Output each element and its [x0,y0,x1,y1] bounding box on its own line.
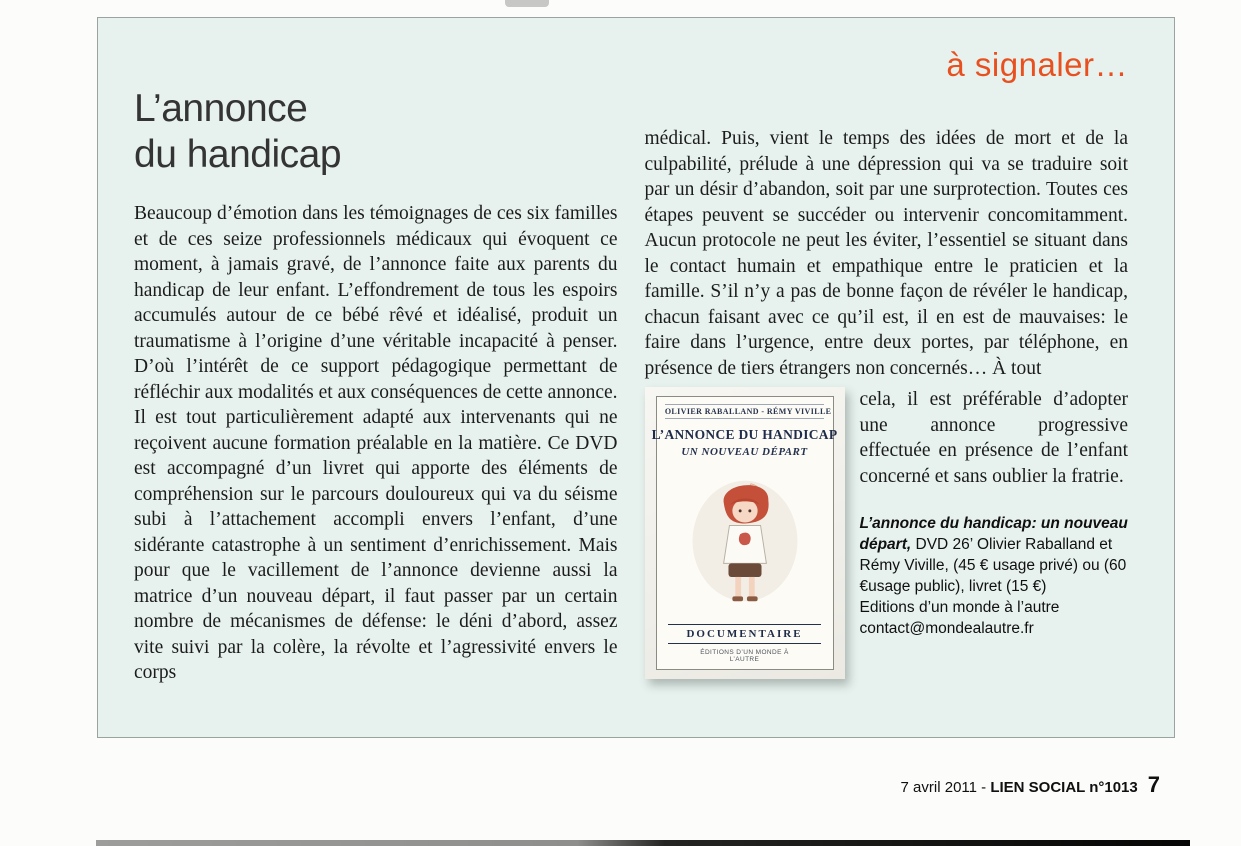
beside-image-column [860,387,1129,639]
dvd-cover [651,396,838,670]
left-column [134,84,618,686]
band-rule [665,418,824,419]
section-label: à signaler… [946,46,1128,83]
article-columns [134,84,1128,686]
dvd-cover-publisher: ÉDITIONS D’UN MONDE À L’AUTRE [700,649,789,663]
caption-title: L’annonce du handicap: un nouveau départ, [859,515,1128,553]
dvd-cover-subtitle: UN NOUVEAU DÉPART [681,446,808,458]
right-column [645,84,1129,679]
article-title-line1: L’annonce [134,87,308,130]
dvd-cover-genre-label: DOCUMENTAIRE [686,628,803,640]
caption-publisher: Editions d’un monde à l’autre [859,599,1060,616]
scan-artifact-top [505,0,549,7]
article-body-beside-image: cela, il est préférable d’adopter une annonce progressive effectuée en présence de l’enfant concerné et sans oublier la fratrie. [859,389,1128,487]
article-panel [97,17,1175,738]
dvd-caption [860,513,1129,639]
dvd-cover-photo [645,387,845,679]
scan-artifact-bottom [96,840,1190,846]
dvd-cover-authors: OLIVIER RABALLAND - RÉMY VIVILLE [664,407,832,416]
footer-date: 7 avril 2011 - [900,779,991,796]
dvd-cover-title: L’ANNONCE DU HANDICAP [651,427,838,442]
article-title-line2: du handicap [134,133,342,176]
band-rule [665,404,824,405]
article-title [134,86,618,178]
dvd-cover-author-band [664,402,832,421]
article-body-left: Beaucoup d’émotion dans les témoignages de ces six familles et de ces seize professionnels médicaux qui évoquent ce moment, à jamais gravé, de l’annonce faite aux parents du handicap de leur enfant. L’effondrement de tous les espoirs accumulés autour de ce bébé rêvé et idéalisé, produit un traumatisme à l’origine d’une véritable incapacité à penser. D’où l’intérêt de ce support pédagogique permettant de réfléchir aux modalités et aux conséquences de cette annonce. Il est tout particulièrement adapté aux intervenants qui ne reçoivent aucune formation préalable en la matière. Ce DVD est accompagné d’un livret qui apporte des éléments de compréhension sur le parcours douloureux qui va du séisme subi à l’attachement accompli envers l’enfant, d’une sidérante catastrophe à un sentiment d’enrichissement. Mais pour que le vacillement de l’annonce devienne aussi la matrice d’un nouveau départ, il faut passer par un certain nombre de mécanismes de défense: le déni d’abord, assez vite suivi par la colère, la révolte et l’agressivité envers le corps [134,203,618,683]
dvd-cover-genre [668,624,821,644]
footer-journal-name: LIEN SOCIAL n°1013 [990,779,1138,796]
footer-page-number: 7 [1147,772,1160,797]
child-drawing-icon [686,473,804,609]
page-footer [901,772,1160,798]
caption-details: DVD 26’ Olivier Raballand et Rémy Viville, (45 € usage privé) ou (60 €usage public), livret (15 €) [859,536,1127,595]
caption-contact-email: contact@mondealautre.fr [859,620,1034,637]
media-row [645,387,1129,679]
article-body-right: médical. Puis, vient le temps des idées de mort et de la culpabilité, prélude à une dépression qui va se traduire soit par un désir d’abandon, soit par une surprotection. Toutes ces étapes peuvent se succéder ou intervenir concomitamment. Aucun protocole ne peut les éviter, l’essentiel se situant dans le contact humain et empathique entre le praticien et la famille. S’il n’y a pas de bonne façon de révéler le handicap, chacun faisant avec ce qu’il est, il en est de mauvaises: le faire dans l’urgence, entre deux portes, par téléphone, en présence de tiers étrangers non concernés… À tout [644,128,1128,379]
dvd-cover-illustration [662,458,828,624]
